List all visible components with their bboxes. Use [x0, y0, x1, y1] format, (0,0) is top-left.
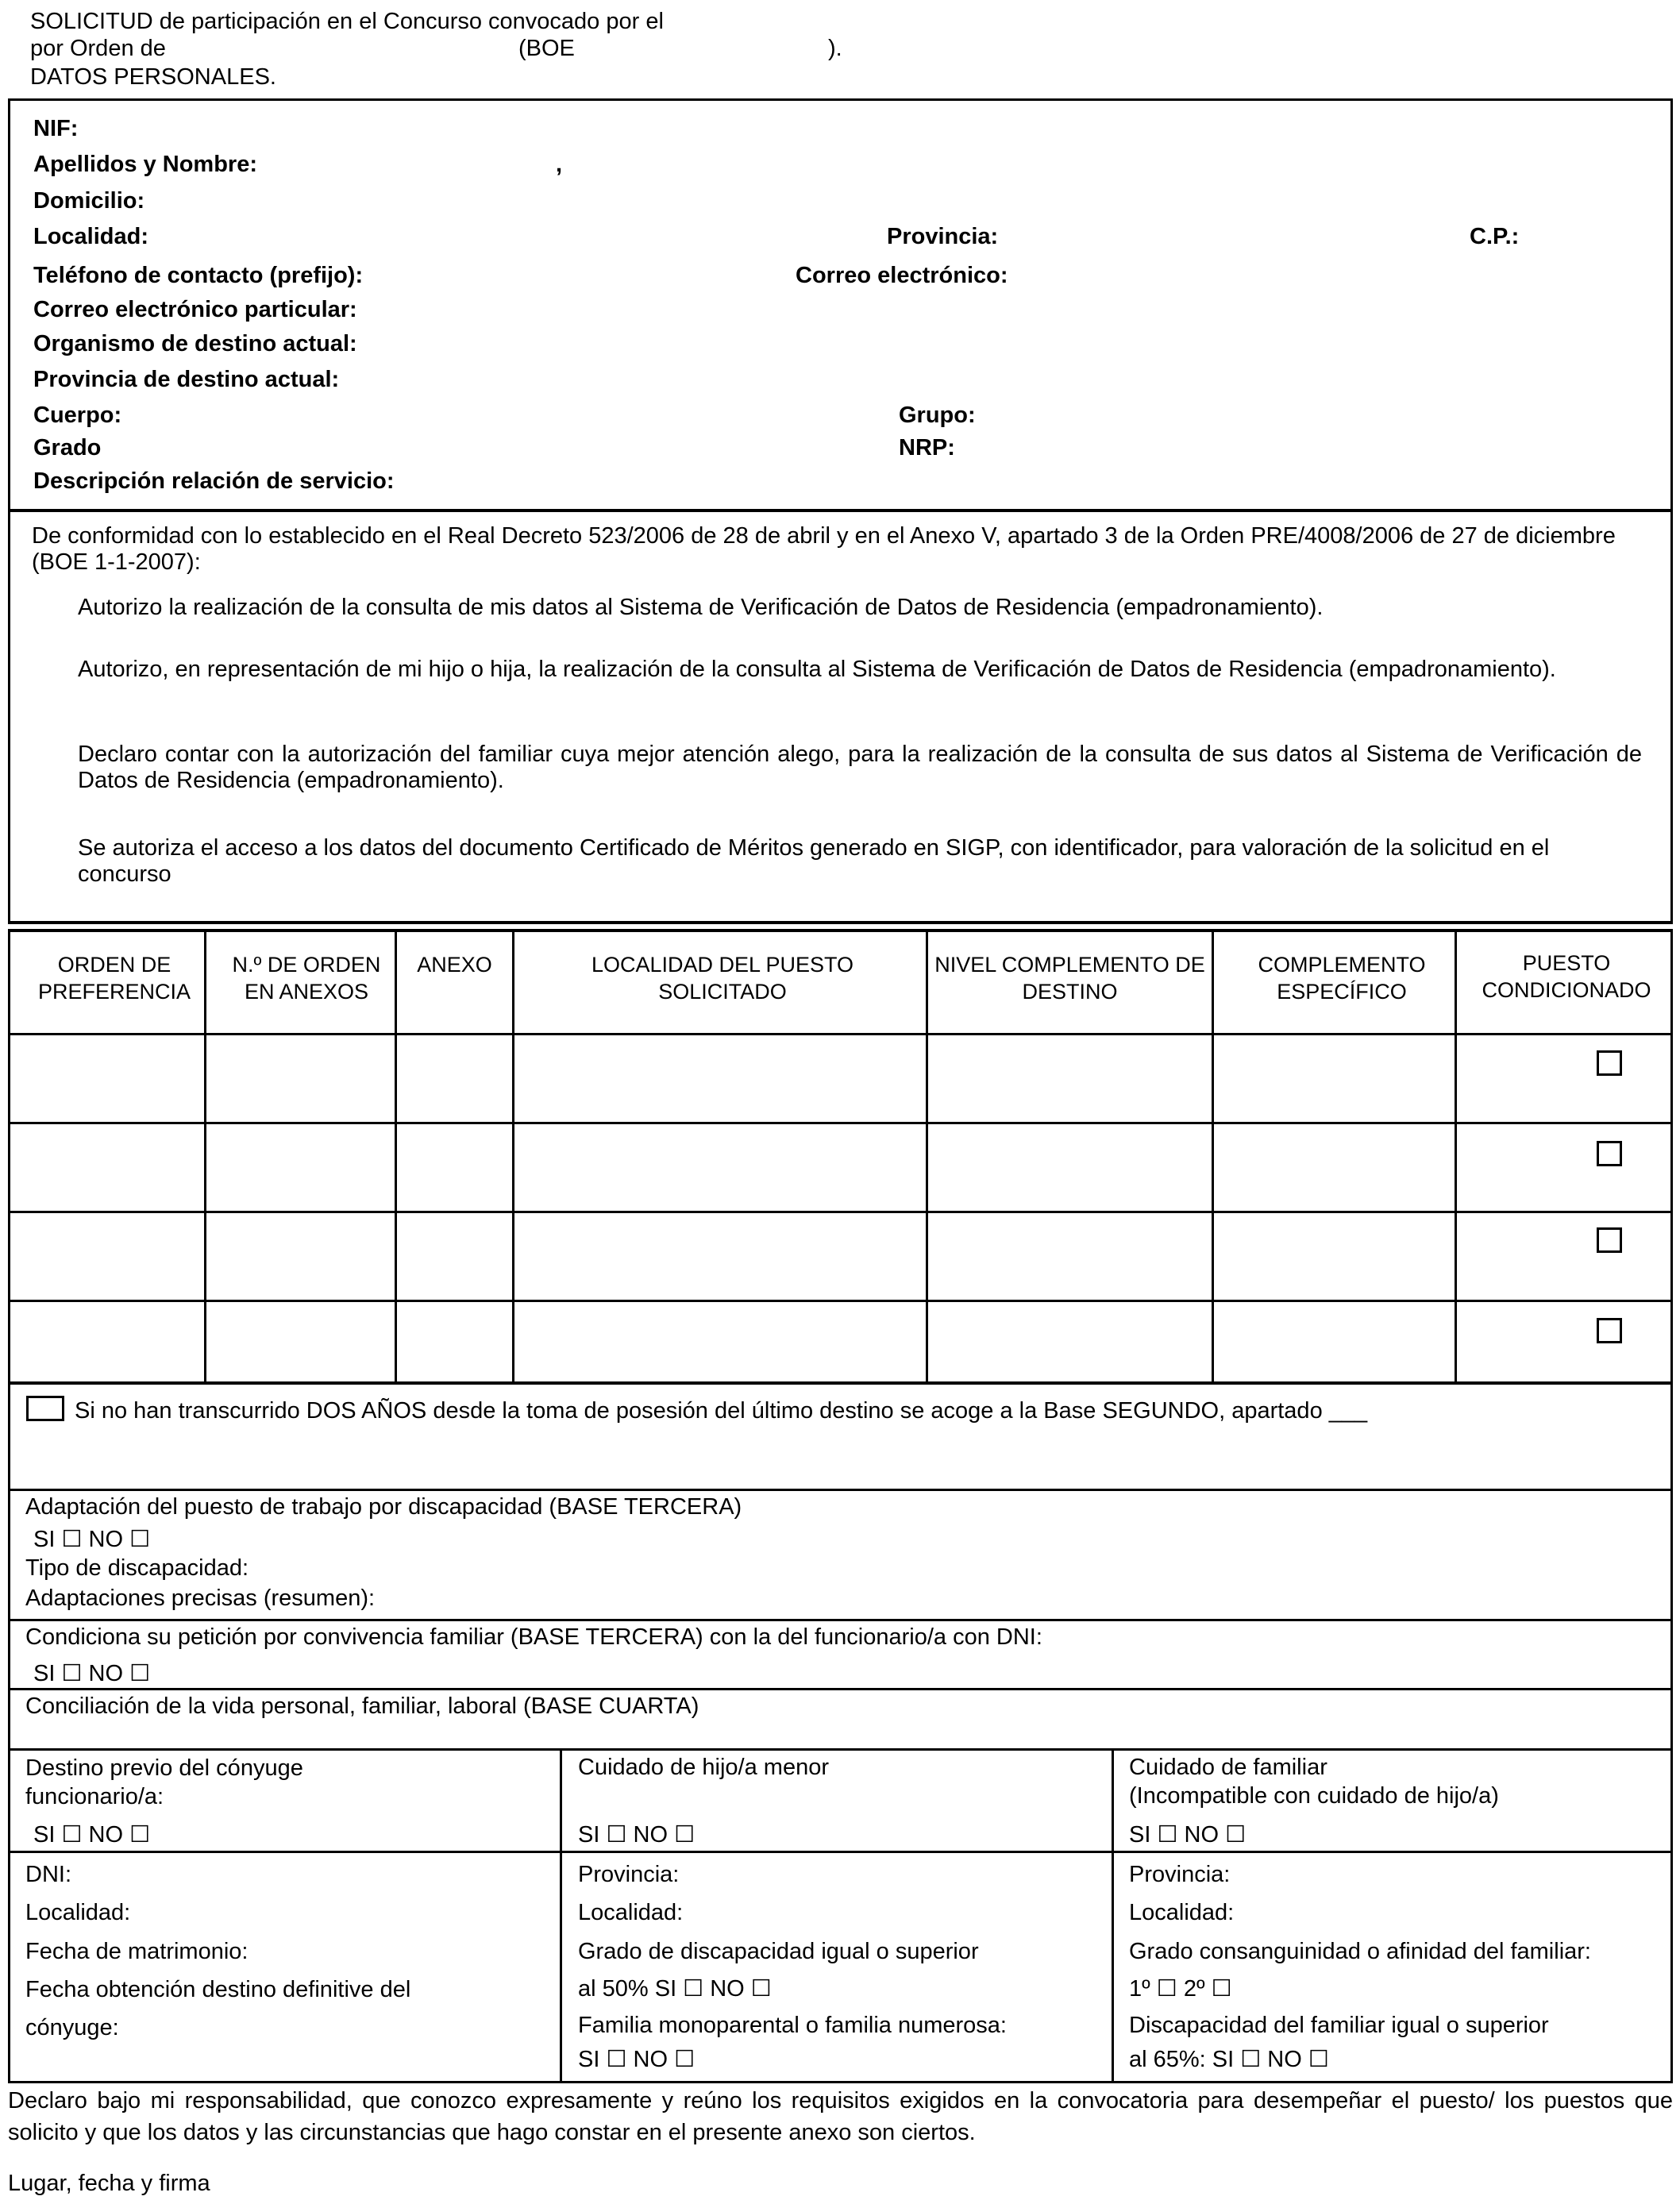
familiar-grado-consanguinidad: Grado consanguinidad o afinidad del familiar:: [1129, 1939, 1591, 1964]
familiar-title: Cuidado de familiar: [1129, 1755, 1327, 1780]
column-header-orden-preferencia: ORDEN DE PREFERENCIA: [37, 953, 191, 1004]
familiar-localidad: Localidad:: [1129, 1900, 1235, 1925]
table-header-divider: [8, 1033, 1673, 1035]
convivencia-title: Condiciona su petición por convivencia familiar (BASE TERCERA) con la del funcionario/a con DNI:: [25, 1624, 1042, 1650]
section-divider: [8, 1688, 1673, 1690]
conyuge-title: Destino previo del cónyuge funcionario/a:: [25, 1755, 303, 1809]
table-col-divider: [395, 932, 397, 1385]
puesto-condicionado-checkbox[interactable]: [1597, 1227, 1622, 1253]
label-nif: NIF:: [33, 116, 79, 141]
hijo-si-no[interactable]: SI ☐ NO ☐: [578, 1822, 696, 1848]
label-provincia: Provincia:: [887, 224, 999, 249]
hijo-localidad: Localidad:: [578, 1900, 684, 1925]
column-header-complemento-especifico: COMPLEMENTO ESPECÍFICO: [1258, 953, 1426, 1004]
familiar-grados-checkboxes[interactable]: 1º ☐ 2º ☐: [1129, 1976, 1232, 2002]
section-title-datos-personales: DATOS PERSONALES.: [30, 64, 276, 90]
hijo-grado-discapacidad: Grado de discapacidad igual o superior: [578, 1939, 979, 1964]
header-line2-orden: por Orden de: [30, 36, 166, 61]
conyuge-si-no[interactable]: SI ☐ NO ☐: [33, 1822, 151, 1848]
puesto-condicionado-checkbox[interactable]: [1597, 1141, 1622, 1166]
table-col-divider: [1212, 932, 1214, 1385]
label-grupo: Grupo:: [899, 403, 976, 428]
column-header-puesto-condicionado: PUESTO CONDICIONADO: [1482, 951, 1651, 1002]
table-border-left: [8, 929, 10, 1385]
label-domicilio: Domicilio:: [33, 188, 145, 214]
declaracion: Declaro bajo mi responsabilidad, que conozco expresamente y reúno los requisitos exigidos en la convocatoria para desempeñar el puesto/ los puestos que solicito y que los datos y las circunstancias que hago constar en el presente anexo son ciertos.: [8, 2088, 1673, 2145]
puesto-condicionado-checkbox[interactable]: [1597, 1050, 1622, 1076]
hijo-familia-si-no[interactable]: SI ☐ NO ☐: [578, 2047, 696, 2072]
adaptacion-tipo: Tipo de discapacidad:: [25, 1555, 249, 1581]
dos-anos-checkbox[interactable]: [26, 1396, 64, 1421]
label-localidad: Localidad:: [33, 224, 149, 249]
section-border-left: [8, 1385, 10, 1491]
table-top-border: [8, 921, 1673, 924]
dos-anos-text: Si no han transcurrido DOS AÑOS desde la toma de posesión del último destino se acoge a la Base SEGUNDO, apartado ___: [75, 1398, 1368, 1424]
label-nrp: NRP:: [899, 435, 955, 460]
consent-item-child: Autorizo, en representación de mi hijo o hija, la realización de la consulta al Sistema de Verificación de Datos de Residencia (empadronamiento).: [78, 657, 1556, 682]
table-border-right: [1670, 929, 1673, 1385]
conciliacion-col-divider: [1112, 1748, 1114, 2082]
conciliacion-col-divider: [560, 1748, 562, 2082]
label-telefono: Teléfono de contacto (prefijo):: [33, 263, 364, 288]
section-divider: [8, 1748, 1673, 1751]
hijo-grado-si-no[interactable]: al 50% SI ☐ NO ☐: [578, 1976, 772, 2002]
column-header-numero-orden: N.º DE ORDEN EN ANEXOS: [232, 953, 381, 1004]
conyuge-fecha-obtencion: Fecha obtención destino definitive del: [25, 1977, 411, 2002]
consent-item-certificado: Se autoriza el acceso a los datos del documento Certificado de Méritos generado en SIGP, con identificador, para valoración de la solicitud en el concurso: [78, 835, 1550, 887]
table-col-divider: [1455, 932, 1457, 1385]
header-line1: SOLICITUD de participación en el Concurso convocado por el: [30, 9, 664, 34]
label-apellidos-nombre: Apellidos y Nombre:: [33, 152, 257, 177]
consent-item-family: Declaro contar con la autorización del familiar cuya mejor atención alego, para la realización de la consulta de sus datos al Sistema de Verificación de Datos de Residencia (empadronamiento).: [78, 742, 1642, 793]
conciliacion-title: Conciliación de la vida personal, familiar, laboral (BASE CUARTA): [25, 1693, 699, 1719]
header-line2-boe: (BOE: [518, 36, 575, 61]
table-top-border-double: [8, 929, 1673, 932]
table-row-divider: [8, 1122, 1673, 1124]
consent-item-own-data: Autorizo la realización de la consulta de mis datos al Sistema de Verificación de Datos de Residencia (empadronamiento).: [78, 595, 1324, 620]
table-col-divider: [512, 932, 514, 1385]
conciliacion-row-divider: [8, 1851, 1673, 1853]
table-col-divider: [926, 932, 928, 1385]
table-bottom-border: [8, 1381, 1673, 1385]
consent-intro: De conformidad con lo establecido en el Real Decreto 523/2006 de 28 de abril y en el Anexo V, apartado 3 de la Orden PRE/4008/2006 de 27 de diciembre (BOE 1-1-2007):: [32, 523, 1616, 575]
label-organismo: Organismo de destino actual:: [33, 331, 357, 356]
section-divider: [8, 1619, 1673, 1621]
conyuge-fecha-obtencion-cont: cónyuge:: [25, 2015, 119, 2040]
header-line2-close: ).: [828, 36, 842, 61]
familiar-incompatible: (Incompatible con cuidado de hijo/a): [1129, 1783, 1499, 1809]
adaptacion-si-no[interactable]: SI ☐ NO ☐: [33, 1527, 151, 1552]
column-header-anexo: ANEXO: [417, 953, 492, 977]
name-separator-comma: ,: [556, 152, 563, 177]
lugar-fecha-firma: Lugar, fecha y firma: [8, 2171, 210, 2196]
table-row-divider: [8, 1211, 1673, 1213]
label-cp: C.P.:: [1470, 224, 1520, 249]
convivencia-si-no[interactable]: SI ☐ NO ☐: [33, 1661, 151, 1686]
hijo-title: Cuidado de hijo/a menor: [578, 1755, 829, 1780]
label-correo: Correo electrónico:: [796, 263, 1008, 288]
hijo-familia-monoparental: Familia monoparental o familia numerosa:: [578, 2013, 1007, 2038]
label-descripcion: Descripción relación de servicio:: [33, 468, 395, 494]
adaptacion-title: Adaptación del puesto de trabajo por discapacidad (BASE TERCERA): [25, 1494, 742, 1520]
familiar-provincia: Provincia:: [1129, 1862, 1231, 1887]
table-row-divider: [8, 1300, 1673, 1302]
label-provincia-destino: Provincia de destino actual:: [33, 367, 340, 392]
label-grado: Grado: [33, 435, 102, 460]
familiar-discapacidad: Discapacidad del familiar igual o superior: [1129, 2013, 1549, 2038]
conyuge-fecha-matrimonio: Fecha de matrimonio:: [25, 1939, 249, 1964]
familiar-discapacidad-si-no[interactable]: al 65%: SI ☐ NO ☐: [1129, 2047, 1329, 2072]
section-border-right: [1670, 1385, 1673, 1491]
column-header-nivel-complemento: NIVEL COMPLEMENTO DE DESTINO: [934, 953, 1205, 1004]
conyuge-dni: DNI:: [25, 1862, 71, 1887]
adaptacion-resumen: Adaptaciones precisas (resumen):: [25, 1586, 376, 1611]
label-correo-particular: Correo electrónico particular:: [33, 297, 357, 322]
conyuge-localidad: Localidad:: [25, 1900, 131, 1925]
label-cuerpo: Cuerpo:: [33, 403, 122, 428]
column-header-localidad: LOCALIDAD DEL PUESTO SOLICITADO: [591, 953, 854, 1004]
familiar-si-no[interactable]: SI ☐ NO ☐: [1129, 1822, 1247, 1848]
puesto-condicionado-checkbox[interactable]: [1597, 1318, 1622, 1343]
hijo-provincia: Provincia:: [578, 1862, 680, 1887]
